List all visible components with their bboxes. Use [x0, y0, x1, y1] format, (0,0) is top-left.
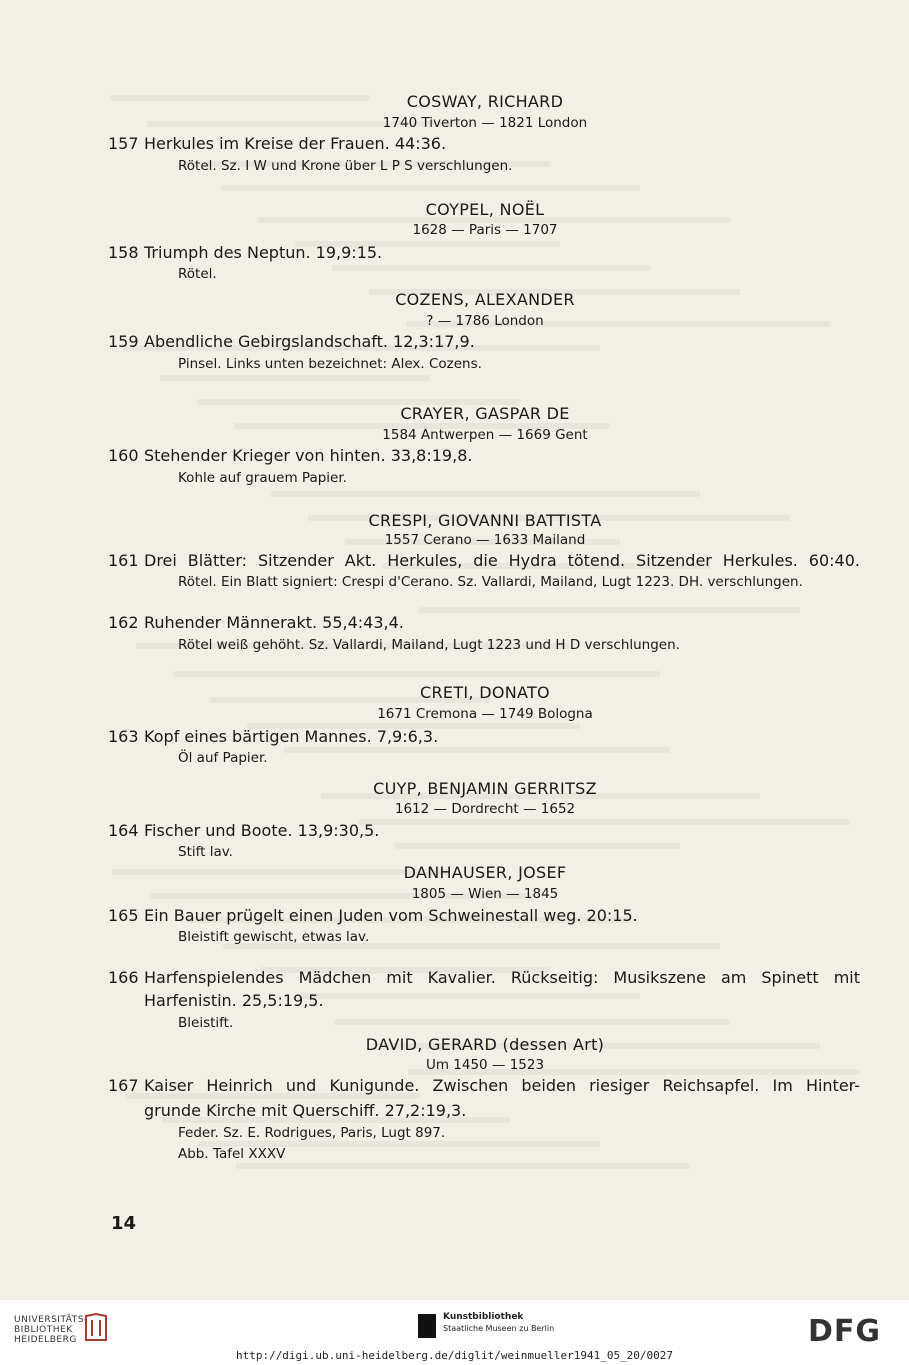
artist-dates: 1584 Antwerpen — 1669 Gent: [382, 427, 588, 443]
logo-text-line: BIBLIOTHEK: [14, 1325, 73, 1335]
bleed-through-line: [297, 993, 640, 999]
bleed-through-line: [160, 375, 430, 381]
dfg-logo[interactable]: DFG: [808, 1314, 882, 1349]
item-title: Kaiser Heinrich und Kunigunde. Zwischen beiden riesiger Reichsapfel. Im Hinter-: [144, 1076, 860, 1095]
item-note: Bleistift gewischt, etwas lav.: [178, 929, 370, 945]
artist-dates: 1628 — Paris — 1707: [412, 222, 558, 238]
kunstbibliothek-title: Kunstbibliothek: [443, 1312, 524, 1322]
item-title: Ein Bauer prügelt einen Juden vom Schweinestall weg. 20:15.: [144, 906, 638, 925]
item-title: Herkules im Kreise der Frauen. 44:36.: [144, 134, 447, 153]
bleed-through-line: [271, 491, 700, 497]
item-title: Kopf eines bärtigen Mannes. 7,9:6,3.: [144, 727, 439, 746]
artist-heading: CUYP, BENJAMIN GERRITSZ: [373, 779, 597, 798]
catalog-item: [108, 1076, 860, 1095]
catalog-item: [108, 727, 438, 746]
item-title: Harfenspielendes Mädchen mit Kavalier. Rückseitig: Musikszene am Spinett mit: [144, 968, 860, 987]
artist-heading: COSWAY, RICHARD: [406, 92, 564, 111]
item-note: Bleistift.: [178, 1015, 234, 1031]
bleed-through-line: [173, 671, 660, 677]
item-note: Öl auf Papier.: [178, 750, 268, 766]
item-note: Rötel. Sz. I W und Krone über L P S verschlungen.: [178, 158, 513, 174]
item-number: 166: [108, 968, 139, 987]
item-note: Pinsel. Links unten bezeichnet: Alex. Cozens.: [178, 356, 482, 372]
item-number: 164: [108, 821, 139, 840]
item-number: 158: [108, 243, 139, 262]
university-library-logo[interactable]: [14, 1315, 88, 1345]
catalog-item: [108, 613, 404, 632]
artist-dates: 1671 Cremona — 1749 Bologna: [377, 706, 593, 722]
kunstbibliothek-mark-icon: [418, 1314, 436, 1338]
item-number: 160: [108, 446, 139, 465]
item-number: 162: [108, 613, 139, 632]
item-title: Triumph des Neptun. 19,9:15.: [144, 243, 383, 262]
page-url[interactable]: http://digi.ub.uni-heidelberg.de/diglit/weinmueller1941_05_20/0027: [235, 1349, 674, 1362]
catalog-item: [108, 332, 475, 351]
item-number: 161: [108, 551, 139, 570]
bleed-through-line: [419, 607, 800, 613]
bleed-through-line: [334, 1019, 730, 1025]
item-number: 159: [108, 332, 139, 351]
artist-heading: COYPEL, NOËL: [425, 200, 545, 219]
item-number: 157: [108, 134, 139, 153]
item-number: 163: [108, 727, 139, 746]
item-title: Fischer und Boote. 13,9:30,5.: [144, 821, 380, 840]
bleed-through-line: [284, 747, 670, 753]
item-title: Drei Blätter: Sitzender Akt. Herkules, die Hydra tötend. Sitzender Herkules. 60:40.: [144, 551, 860, 570]
logo-text-line: UNIVERSITÄTS-: [14, 1315, 88, 1325]
artist-heading: CRETI, DONATO: [420, 683, 550, 702]
artist-dates: 1557 Cerano — 1633 Mailand: [384, 532, 586, 548]
artist-heading: CRESPI, GIOVANNI BATTISTA: [368, 511, 602, 530]
item-note: Rötel.: [178, 266, 217, 282]
artist-heading: COZENS, ALEXANDER: [395, 290, 575, 309]
item-title-continued: Harfenistin. 25,5:19,5.: [144, 991, 324, 1010]
artist-heading: CRAYER, GASPAR DE: [400, 404, 570, 423]
item-number: 167: [108, 1076, 139, 1095]
item-title: Stehender Krieger von hinten. 33,8:19,8.: [144, 446, 473, 465]
catalog-item: [108, 968, 860, 987]
artist-heading: DAVID, GERARD (dessen Art): [365, 1035, 605, 1054]
artist-dates: 1740 Tiverton — 1821 London: [382, 115, 588, 131]
logo-text-line: HEIDELBERG: [14, 1335, 77, 1345]
artist-dates: 1612 — Dordrecht — 1652: [394, 801, 576, 817]
item-note: Stift lav.: [178, 844, 233, 860]
item-title: Abendliche Gebirgslandschaft. 12,3:17,9.: [144, 332, 475, 351]
catalog-item: [108, 551, 860, 570]
university-mark-icon: [82, 1312, 110, 1344]
footer-bar: [0, 1300, 909, 1365]
artist-dates: ? — 1786 London: [426, 313, 544, 329]
item-title: Ruhender Männerakt. 55,4:43,4.: [144, 613, 404, 632]
page-number: 14: [111, 1213, 137, 1234]
artist-heading: DANHAUSER, JOSEF: [403, 863, 567, 882]
catalog-item: [108, 821, 379, 840]
bleed-through-line: [332, 265, 650, 271]
catalog-item: [108, 446, 472, 465]
item-title-continued: grunde Kirche mit Querschiff. 27,2:19,3.: [144, 1101, 467, 1120]
bleed-through-line: [395, 843, 680, 849]
catalog-item: [108, 906, 638, 925]
item-note: Abb. Tafel XXXV: [178, 1146, 286, 1162]
bleed-through-line: [221, 185, 640, 191]
item-note: Rötel. Ein Blatt signiert: Crespi d'Cerano. Sz. Vallardi, Mailand, Lugt 1223. DH. verschlungen.: [178, 574, 803, 590]
artist-dates: Um 1450 — 1523: [425, 1057, 545, 1073]
kunstbibliothek-subtitle: Staatliche Museen zu Berlin: [443, 1324, 555, 1333]
catalog-item: [108, 243, 382, 262]
bleed-through-line: [358, 819, 850, 825]
item-number: 165: [108, 906, 139, 925]
item-note: Feder. Sz. E. Rodrigues, Paris, Lugt 897.: [178, 1125, 446, 1141]
catalog-item: [108, 134, 446, 153]
artist-dates: 1805 — Wien — 1845: [411, 886, 559, 902]
item-note: Rötel weiß gehöht. Sz. Vallardi, Mailand, Lugt 1223 und H D verschlungen.: [178, 637, 680, 653]
bleed-through-line: [236, 1163, 690, 1169]
item-note: Kohle auf grauem Papier.: [178, 470, 347, 486]
